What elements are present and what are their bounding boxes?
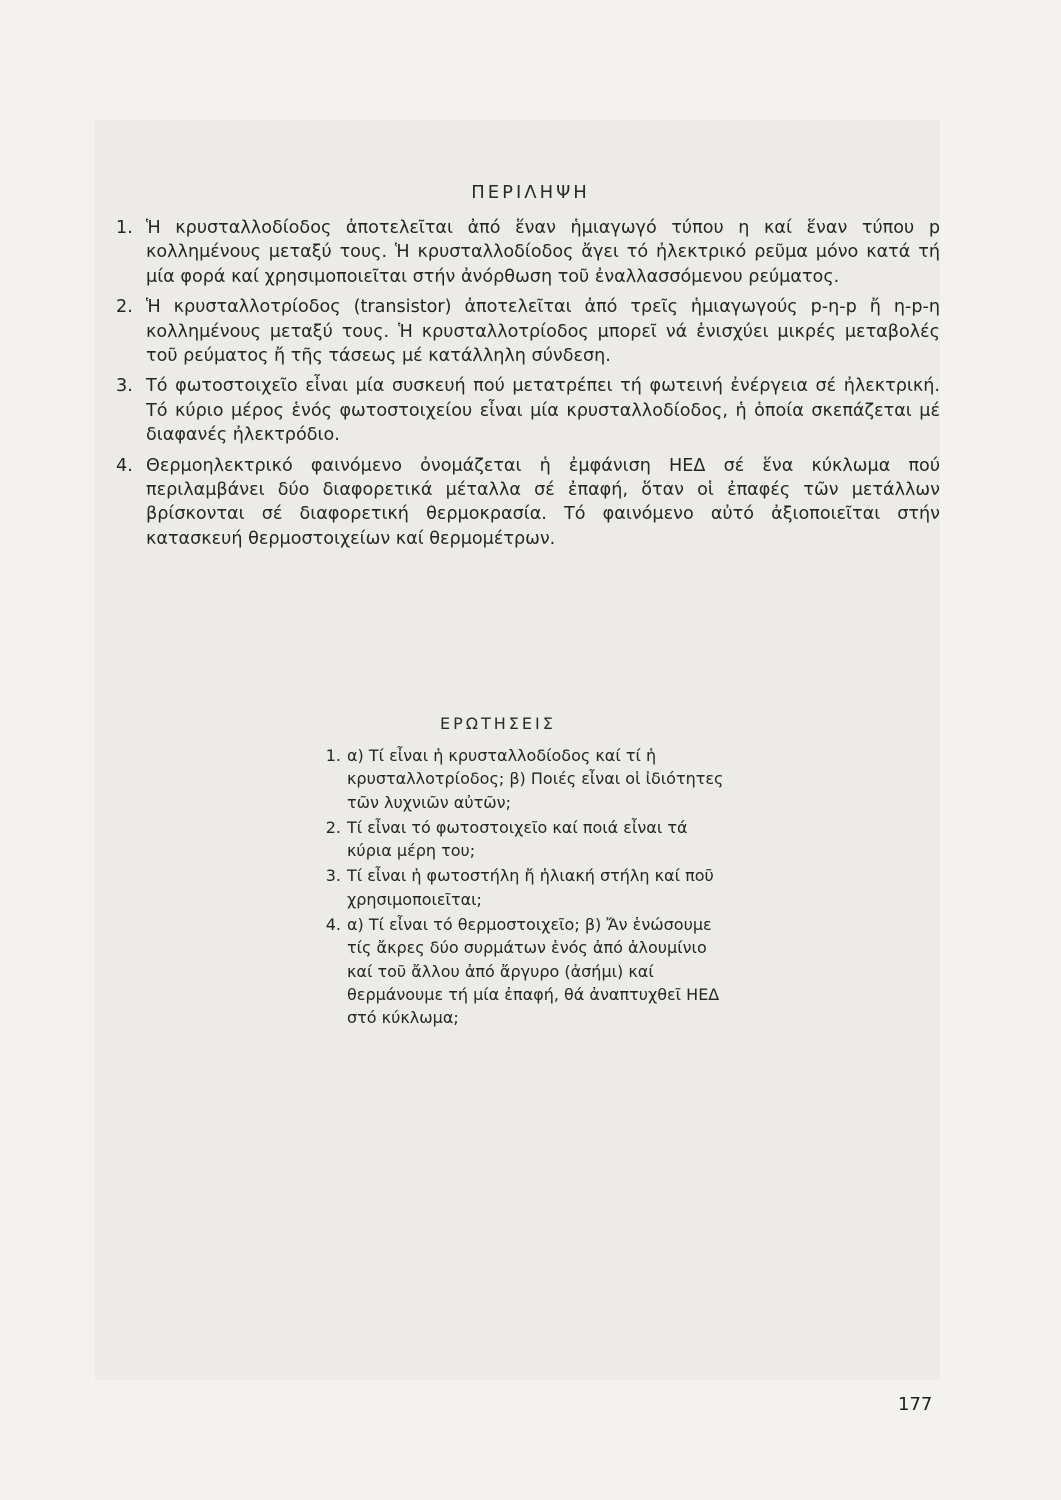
summary-item-text: Τό φωτοστοιχεῖο εἶναι μία συσκευή πού μετατρέπει τή φωτεινή ἐνέργεια σέ ἠλεκτρική. Τό κύριο μέρος ἑνός φωτοστοιχείου εἶναι μία κρυσταλλοδίοδος, ἡ ὁποία σκεπάζεται μέ διαφανές ἠλεκτρόδιο.: [146, 376, 940, 446]
question-number: 2.: [325, 817, 341, 837]
question-number: 1.: [325, 746, 341, 765]
summary-item-text: Ἡ κρυσταλλοτρίοδος (transistor) ἀποτελεῖται ἀπό τρεῖς ἡμιαγωγούς p-η-p ἤ η-p-η κολλημένους μεταξύ τους. Ἡ κρυσταλλοτρίοδος μπορεῖ νά ἐνισχύει μικρές μεταβολές τοῦ ρεύματος ἤ τῆς τάσεως μέ κατάλληλη σύνδεση.: [146, 297, 940, 367]
summary-heading: ΠΕΡΙΛΗΨΗ: [471, 182, 590, 203]
summary-item-number: 1.: [116, 218, 133, 238]
summary-item-number: 4.: [116, 455, 133, 476]
question-number: 4.: [325, 915, 341, 935]
page-number: 177: [898, 1394, 933, 1415]
summary-item-text: Θερμοηλεκτρικό φαινόμενο ὀνομάζεται ἡ ἐμφάνιση ΗΕΔ σέ ἕνα κύκλωμα πού περιλαμβάνει δύο διαφορετικά μέταλλα σέ ἐπαφή, ὅταν οἱ ἐπαφές τῶν μετάλλων βρίσκονται σέ διαφορετική θερμοκρασία. Τό φαινόμενο αὐτό ἀξιοποιεῖται στήν κατασκευή θερμοστοιχείων καί θερμομέτρων.: [146, 455, 940, 549]
question-text: Τί εἶναι τό φωτοστοιχεῖο καί ποιά εἶναι τά κύρια μέρη του;: [347, 817, 688, 861]
question-text: α) Τί εἶναι ἡ κρυσταλλοδίοδος καί τί ἡ κρυσταλλοτρίοδος; β) Ποιές εἶναι οἱ ἰδιότητες τῶν λυχνιῶν αὐτῶν;: [347, 746, 724, 812]
question-number: 3.: [325, 866, 341, 886]
question-item: [313, 864, 728, 911]
summary-item: [108, 295, 940, 368]
summary-list: [108, 216, 940, 557]
question-list: [313, 744, 728, 1032]
summary-item-text: Ἡ κρυσταλλοδίοδος ἀποτελεῖται ἀπό ἕναν ἡμιαγωγό τύπου η καί ἕναν τύπου p κολλημένους μεταξύ τους. Ἡ κρυσταλλοδίοδος ἄγει τό ἠλεκτρικό ρεῦμα μόνο κατά τή μία φορά καί χρησιμοποιεῖται στήν ἀνόρθωση τοῦ ἐναλλασσόμενου ρεύματος.: [146, 218, 940, 287]
summary-item-number: 2.: [116, 297, 133, 318]
question-item: [313, 913, 728, 1029]
question-item: [313, 744, 728, 814]
summary-item: [108, 216, 940, 289]
question-text: Τί εἶναι ἡ φωτοστήλη ἤ ἡλιακή στήλη καί ποῦ χρησιμοποιεῖται;: [347, 866, 714, 909]
summary-item-number: 3.: [116, 376, 133, 397]
question-text: α) Τί εἶναι τό θερμοστοιχεῖο; β) Ἄν ἑνώσουμε τίς ἄκρες δύο συρμάτων ἑνός ἀπό ἀλουμίνιο καί τοῦ ἄλλου ἀπό ἄργυρο (ἀσήμι) καί θερμάνουμε τή μία ἐπαφή, θά ἀναπτυχθεῖ ΗΕΔ στό κύκλωμα;: [347, 915, 720, 1028]
questions-heading: ΕΡΩΤΗΣΕΙΣ: [440, 714, 556, 733]
summary-item: [108, 454, 940, 552]
question-item: [313, 816, 728, 863]
summary-item: [108, 374, 940, 447]
